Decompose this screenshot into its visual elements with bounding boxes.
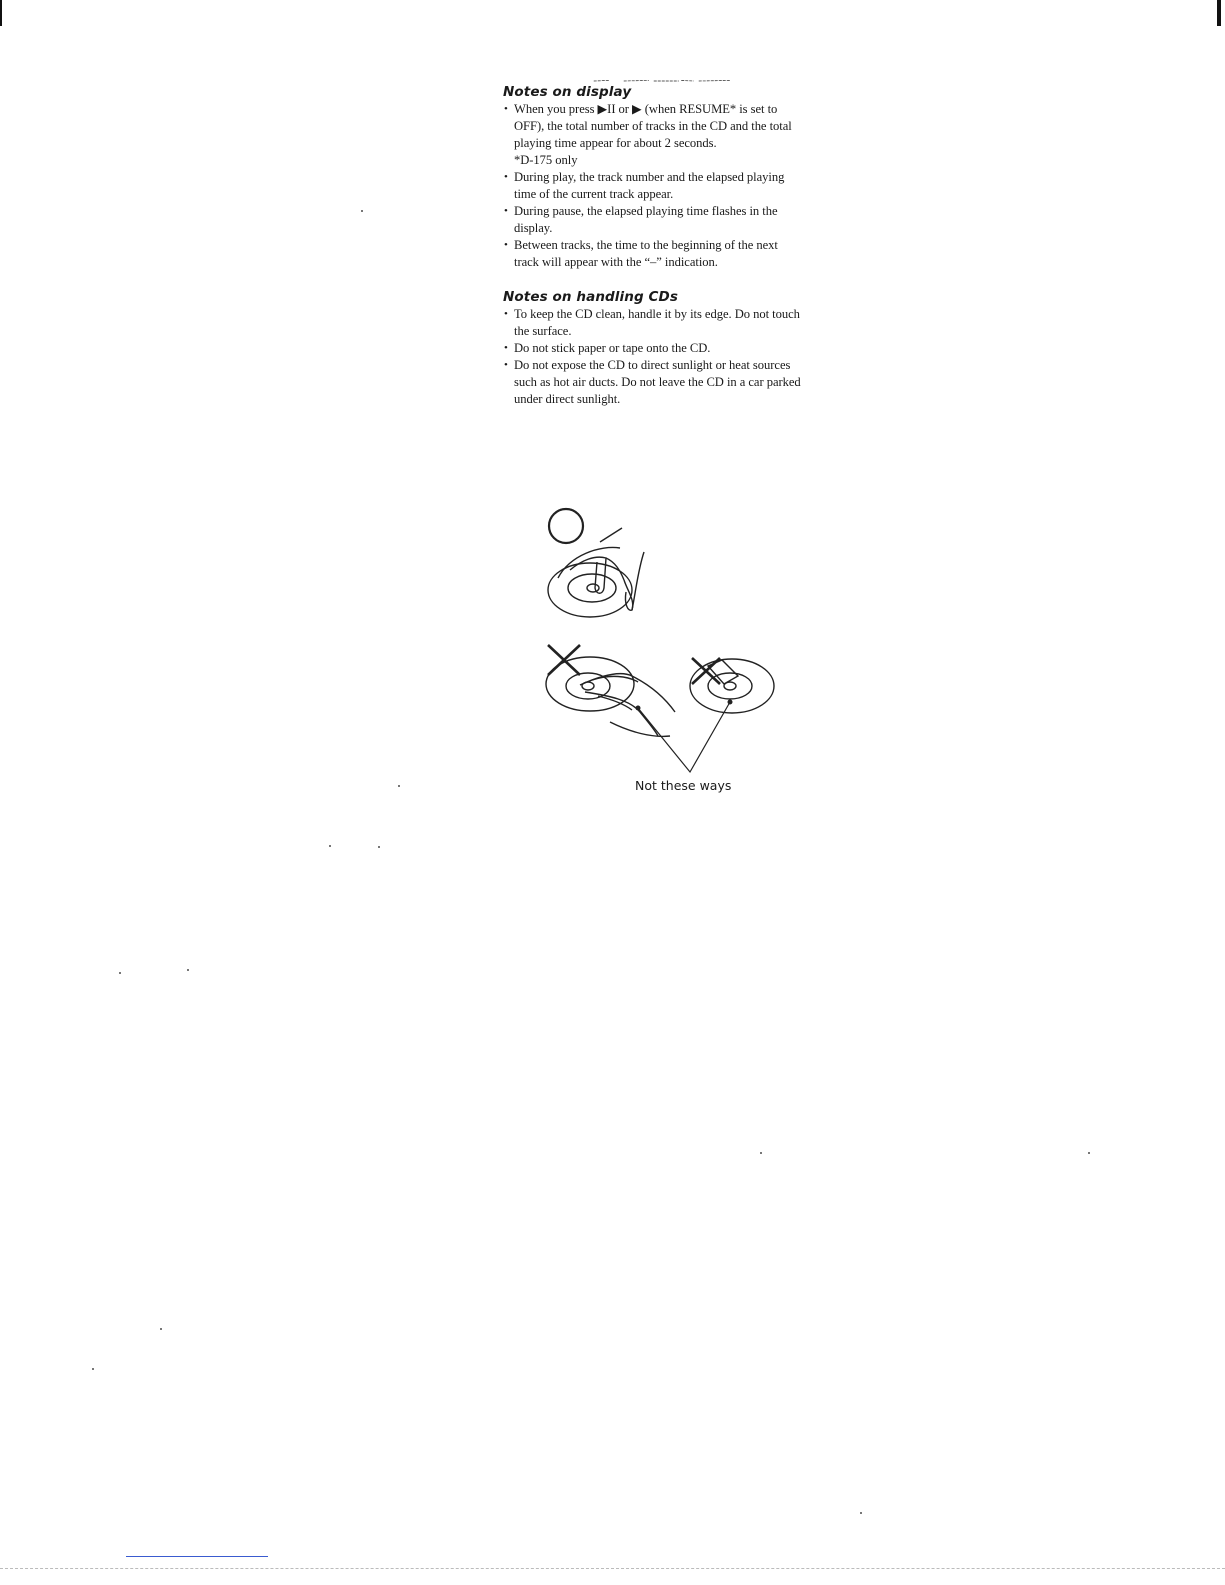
notes-column [503,84,803,408]
list-item: • During play, the track number and the elapsed playing time of the current track appear. [503,169,803,203]
figure-caption: Not these ways [635,778,732,793]
scan-speck [378,846,380,848]
scan-speck [160,1328,162,1330]
cd-held-by-edge-icon [548,528,644,617]
list-item: • Do not stick paper or tape onto the CD. [503,340,803,357]
scan-underline-artifact [126,1556,268,1557]
list-item: • During pause, the elapsed playing time flashes in the display. [503,203,803,237]
handling-notes-list [503,306,803,408]
pointer-lines [638,702,730,772]
display-notes-list [503,101,803,271]
cross-icon [548,645,580,675]
circle-icon [549,509,583,543]
scan-speck [760,1152,762,1154]
scan-speck [187,969,189,971]
scan-speck [860,1512,862,1514]
cd-touched-surface-icon [546,657,675,736]
top-rule [503,80,806,82]
note-text: When you press ▶II or ▶ (when RESUME* is set to OFF), the total number of tracks in the CD and the total playing time appear for about 2 seconds. [514,102,792,150]
list-item: • Between tracks, the time to the beginning of the next track will appear with the “–” indication. [503,237,803,271]
section-heading-handling: Notes on handling CDs [503,289,678,305]
scan-speck [92,1368,94,1370]
list-item [503,101,803,169]
scan-bottom-rule [0,1568,1225,1569]
scan-speck [119,972,121,974]
footnote: *D-175 only [514,153,578,167]
list-item: • Do not expose the CD to direct sunlight or heat sources such as hot air ducts. Do not leave the CD in a car parked under direct sunlight. [503,357,803,408]
section-heading-display: Notes on display [503,84,632,100]
list-item: • To keep the CD clean, handle it by its edge. Do not touch the surface. [503,306,803,340]
pointer-dots [636,700,733,711]
scan-edge-mark-left [0,0,2,26]
scan-edge-mark-right [1217,0,1221,26]
cd-handling-figure [540,500,790,800]
cd-handling-illustration [540,500,790,800]
scan-speck [361,210,363,212]
scan-speck [398,785,400,787]
scan-speck [1088,1152,1090,1154]
scan-speck [329,845,331,847]
